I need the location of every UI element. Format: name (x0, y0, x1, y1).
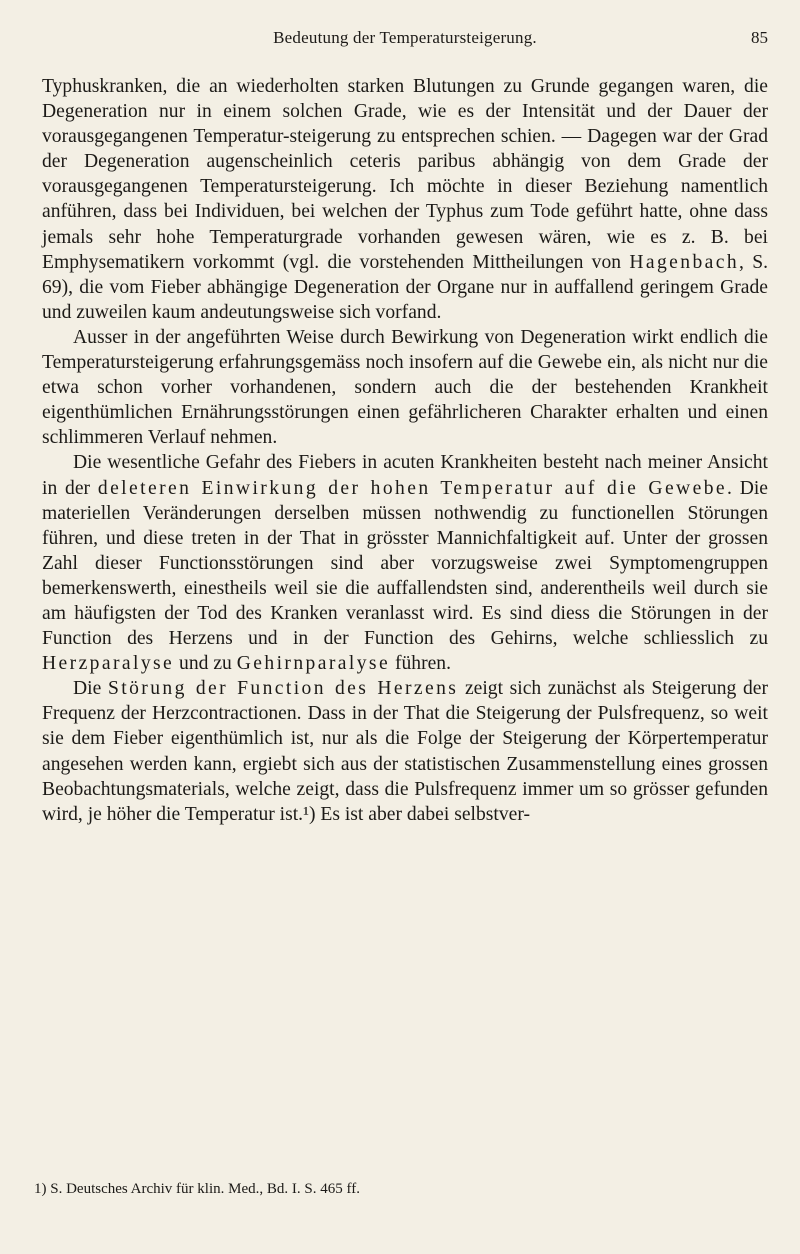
spaced-author-name: Hagenbach (629, 251, 740, 273)
text-run: führen. (390, 653, 451, 675)
page-number: 85 (751, 28, 768, 47)
running-title: Bedeutung der Temperatursteigerung. (273, 28, 537, 47)
text-run: zeigt sich zunächst als Steigerung der Frequenz der Herzcontractionen. Dass in der That die Steigerung der Pulsfrequenz, so weit sie dem Fieber eigenthümlich ist, nur als die Folge der Steigerung der Körpertemperatur angesehen werden kann, ergiebt sich aus der statistischen Zusammenstellung eines grossen Beobachtungsmaterials, welche zeigt, dass die Pulsfrequenz immer um so grösser gefunden wird, je höher die Temperatur ist.¹) Es ist aber dabei selbstver- (42, 678, 768, 825)
text-run: Die wesentliche Gefahr des Fiebers in acuten Krankheiten besteht nach meiner Ansicht in der (42, 452, 768, 499)
paragraph (42, 325, 768, 450)
body-text (42, 74, 768, 827)
text-run: , S. 69), die vom Fieber abhängige Degeneration der Organe nur in auffallend geringem Grade und zuweilen kaum andeutungsweise sich vorfand. (42, 251, 769, 323)
running-header (42, 20, 768, 54)
spaced-emphasis: Herzparalyse (42, 653, 175, 675)
spaced-emphasis: deleteren Einwirkung der hohen Temperatur auf die Gewebe (97, 477, 727, 499)
text-run: Typhuskranken, die an wiederholten starken Blutungen zu Grunde gegangen waren, die Degeneration nur in einem solchen Grade, wie es der Intensität und der Dauer der vorausgegangenen Temperatur-steigerung zu entsprechen schien. — Dagegen war der Grad der Degeneration augenscheinlich ceteris paribus abhängig von dem Grade der vorausgegangenen Temperatursteigerung. Ich möchte in dieser Beziehung namentlich anführen, dass bei Individuen, bei welchen der Typhus zum Tode geführt hatte, ohne dass jemals sehr hohe Temperaturgrade vorhanden gewesen wären, wie es z. B. bei Emphysematikern vorkommt (vgl. die vorstehenden Mittheilungen von (42, 76, 768, 273)
text-run: Ausser in der angeführten Weise durch Bewirkung von Degeneration wirkt endlich die Temperatursteigerung erfahrungsgemäss noch insofern auf die Gewebe ein, als nicht nur die etwa schon vorher vorhandenen, sondern auch die der bestehenden Krankheit eigenthümlichen Ernährungsstörungen einen gefährlicheren Charakter erhalten und einen schlimmeren Verlauf nehmen. (42, 326, 768, 449)
text-run: und zu (174, 653, 237, 675)
paragraph (42, 74, 768, 325)
spaced-emphasis: Störung der Function des Herzens (107, 678, 459, 700)
footnote: 1) S. Deutsches Archiv für klin. Med., Bd. I. S. 465 ff. (34, 1181, 360, 1197)
text-run: . Die materiellen Veränderungen derselben müssen nothwendig zu functionellen Störungen führen, und diese treten in der That in grösster Mannichfaltigkeit auf. Unter der grossen Zahl dieser Functionsstörungen sind aber vorzugsweise zwei Symptomengruppen bemerkenswerth, einestheils weil sie die auffallendsten sind, anderentheils weil durch sie am häufigsten der Tod des Kranken veranlasst wird. Es sind diess die Störungen in der Function des Herzens und in der Function des Gehirns, welche schliesslich zu (42, 477, 768, 650)
book-page (42, 20, 768, 1234)
paragraph (42, 450, 768, 676)
paragraph (42, 676, 768, 827)
text-run: Die (73, 678, 108, 700)
spaced-emphasis: Gehirnparalyse (236, 653, 391, 675)
